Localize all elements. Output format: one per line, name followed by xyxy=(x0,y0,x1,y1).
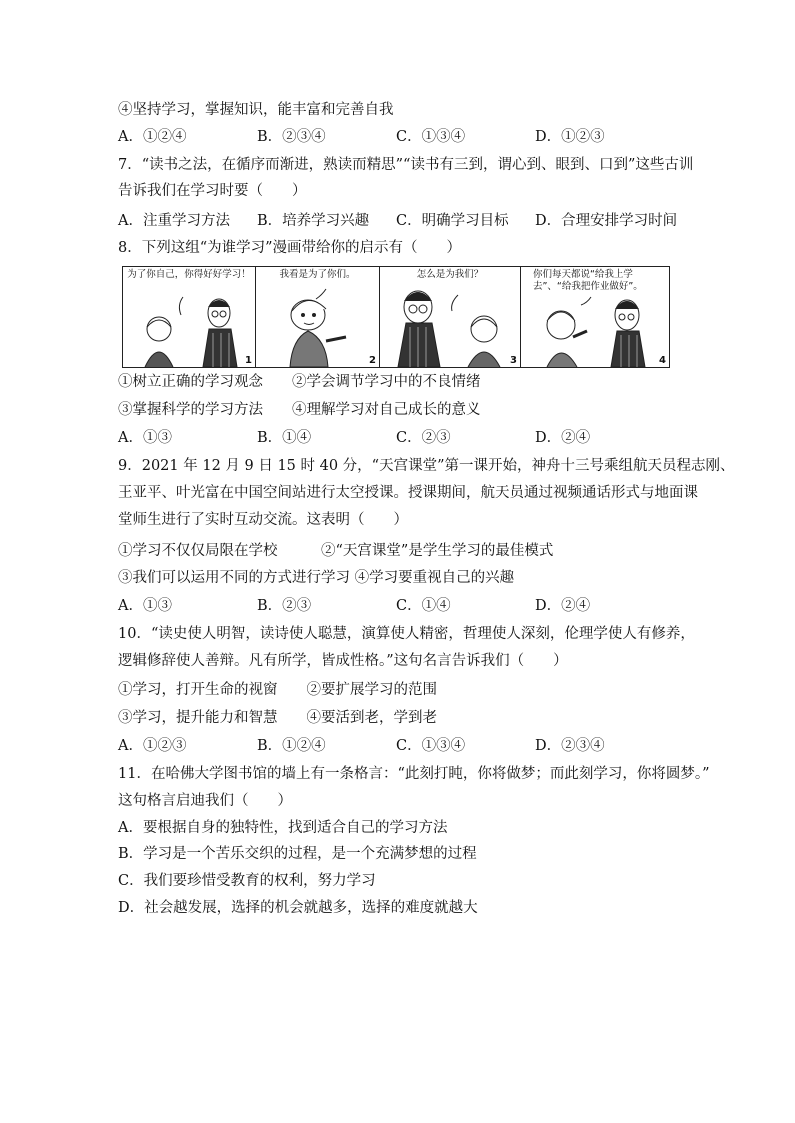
panel-number: 3 xyxy=(510,355,517,366)
option-d[interactable]: D．②④ xyxy=(535,430,591,446)
panel-number: 4 xyxy=(659,355,666,366)
q7-stem-line2: 告诉我们在学习时要（ ） xyxy=(118,183,307,199)
option-b[interactable]: B．①④ xyxy=(257,430,312,446)
q10-stem-line1: 10．“读史使人明智，读诗使人聪慧，演算使人精密，哲理使人深刻，伦理学使人有修养， xyxy=(118,626,695,642)
option-c[interactable]: C．②③ xyxy=(396,430,451,446)
q10-stem-line2: 逻辑修辞使人善辩。凡有所学，皆成性格。”这句名言告诉我们（ ） xyxy=(118,653,568,669)
teacher-and-boy-drawing xyxy=(380,267,521,367)
q6-statement-4: ④坚持学习，掌握知识，能丰富和完善自我 xyxy=(118,102,394,118)
boy-and-teacher-drawing xyxy=(521,267,669,367)
q6-options xyxy=(118,127,698,147)
comic-panel-2 xyxy=(256,267,380,367)
option-d[interactable]: D．②④ xyxy=(535,598,591,614)
panel-number: 2 xyxy=(369,355,376,366)
comic-panel-1 xyxy=(123,267,256,367)
q9-stem-line3: 堂师生进行了实时互动交流。这表明（ ） xyxy=(118,512,408,528)
q7-stem-line1: 7．“读书之法，在循序而渐进，熟读而精思”“读书有三到，谓心到、眼到、口到”这些古训 xyxy=(118,157,694,173)
q10-statements-3-4: ③学习，提升能力和智慧 ④要活到老，学到老 xyxy=(118,710,437,726)
q10-statements-1-2: ①学习，打开生命的视窗 ②要扩展学习的范围 xyxy=(118,682,437,698)
option-c[interactable]: C．明确学习目标 xyxy=(396,213,509,229)
q11-stem-line2: 这句格言启迪我们（ ） xyxy=(118,793,292,809)
option-c[interactable]: C．①④ xyxy=(396,598,451,614)
comic-panel-3 xyxy=(380,267,521,367)
q8-stem: 8．下列这组“为谁学习”漫画带给你的启示有（ ） xyxy=(118,240,462,256)
option-a[interactable]: A．注重学习方法 xyxy=(118,213,230,229)
option-a[interactable]: A．①②③ xyxy=(118,738,187,754)
speech-bubble: 为了你自己，你得好好学习！ xyxy=(127,269,251,280)
panel-number: 1 xyxy=(245,355,252,366)
q11-option-b[interactable]: B．学习是一个苦乐交织的过程，是一个充满梦想的过程 xyxy=(118,846,477,862)
q11-option-a[interactable]: A．要根据自身的独特性，找到适合自己的学习方法 xyxy=(118,820,448,836)
option-a[interactable]: A．①③ xyxy=(118,598,172,614)
option-b[interactable]: B．培养学习兴趣 xyxy=(257,213,370,229)
q10-options xyxy=(118,736,698,756)
option-c[interactable]: C．①③④ xyxy=(396,129,466,145)
option-a[interactable]: A．①③ xyxy=(118,430,172,446)
q11-option-d[interactable]: D．社会越发展，选择的机会就越多，选择的难度就越大 xyxy=(118,900,478,916)
q9-statements-1-2: ①学习不仅仅局限在学校 ②“天宫课堂”是学生学习的最佳模式 xyxy=(118,543,554,559)
q8-statements-1-2: ①树立正确的学习观念 ②学会调节学习中的不良情绪 xyxy=(118,374,481,390)
q9-options xyxy=(118,596,698,616)
option-a[interactable]: A．①②④ xyxy=(118,129,187,145)
speech-bubble: 我看是为了你们。 xyxy=(279,269,356,280)
comic-panel-4 xyxy=(521,267,669,367)
option-c[interactable]: C．①③④ xyxy=(396,738,466,754)
option-b[interactable]: B．①②④ xyxy=(257,738,326,754)
q11-option-c[interactable]: C．我们要珍惜受教育的权利，努力学习 xyxy=(118,873,376,889)
option-d[interactable]: D．合理安排学习时间 xyxy=(535,213,678,229)
q7-options xyxy=(118,211,698,231)
q11-stem-line1: 11．在哈佛大学图书馆的墙上有一条格言：“此刻打盹，你将做梦；而此刻学习，你将圆梦。” xyxy=(118,766,710,782)
option-d[interactable]: D．②③④ xyxy=(535,738,605,754)
q9-statements-3-4: ③我们可以运用不同的方式进行学习 ④学习要重视自己的兴趣 xyxy=(118,570,515,586)
teacher-and-boy-drawing xyxy=(123,267,256,367)
q8-options xyxy=(118,428,698,448)
speech-bubble: 怎么是为我们？ xyxy=(416,269,484,280)
q9-stem-line1: 9．2021 年 12 月 9 日 15 时 40 分，“天宫课堂”第一课开始，神舟十三号乘组航天员程志刚、 xyxy=(118,458,735,474)
option-b[interactable]: B．②③④ xyxy=(257,129,326,145)
option-b[interactable]: B．②③ xyxy=(257,598,312,614)
comic-strip xyxy=(122,266,670,368)
speech-bubble: 你们每天都说“给我上学去”、“给我把作业做好”。 xyxy=(533,269,643,292)
boy-drawing xyxy=(256,267,380,367)
q8-statements-3-4: ③掌握科学的学习方法 ④理解学习对自己成长的意义 xyxy=(118,402,481,418)
option-d[interactable]: D．①②③ xyxy=(535,129,605,145)
q9-stem-line2: 王亚平、叶光富在中国空间站进行太空授课。授课期间，航天员通过视频通话形式与地面课 xyxy=(118,485,698,501)
